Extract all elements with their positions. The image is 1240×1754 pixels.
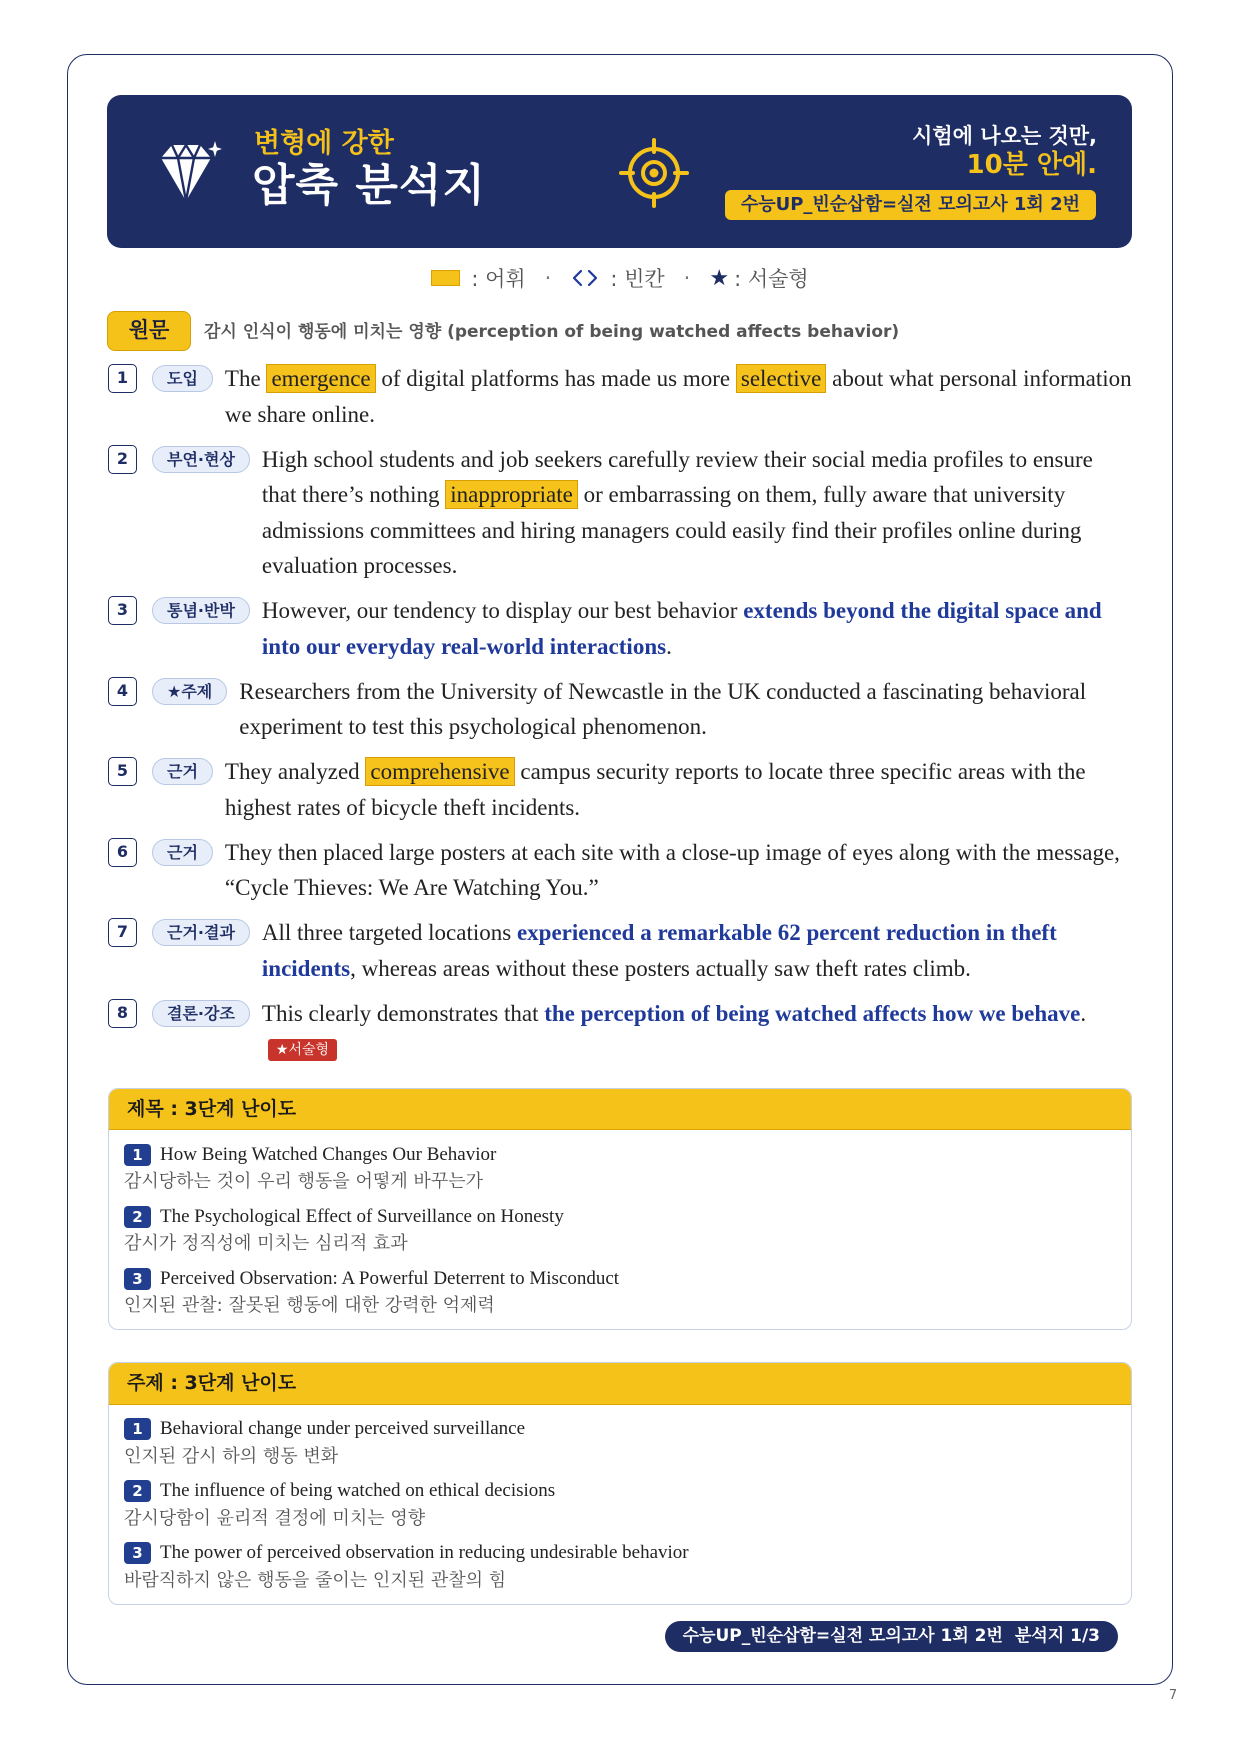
sentence-role-tag: 근거·결과 <box>152 919 250 946</box>
item-korean: 감시당하는 것이 우리 행동을 어떻게 바꾸는가 <box>124 1171 483 1192</box>
sentence <box>108 593 1132 664</box>
sentence-fragment: campus security reports to locate three specific areas with the highest rates of bicycle theft incidents. <box>224 759 1086 820</box>
blank-phrase: extends beyond the digital space and into our everyday real-world interactions <box>261 598 1102 659</box>
sentence-text <box>262 996 1132 1067</box>
sentence-text <box>262 593 1132 664</box>
item-number-badge: 3 <box>124 1542 151 1564</box>
vocab-highlight: selective <box>736 364 826 393</box>
sentence-fragment: This clearly demonstrates that <box>261 1000 545 1026</box>
sentence-text <box>225 835 1132 906</box>
item-english: The Psychological Effect of Surveillance on Honesty <box>160 1205 564 1227</box>
item-english: Perceived Observation: A Powerful Deterrent to Misconduct <box>160 1267 620 1289</box>
footer-sheet-label: 분석지 1/3 <box>1014 1625 1100 1646</box>
sentence-text <box>262 915 1132 986</box>
item-english-row <box>124 1479 1116 1504</box>
sentence <box>108 442 1132 584</box>
sentence <box>108 835 1132 906</box>
sentence-number: 5 <box>108 757 137 786</box>
sentence-number: 7 <box>108 918 137 947</box>
list-item <box>124 1204 1116 1256</box>
blank-phrase: the perception of being watched affects how we behave <box>544 1000 1081 1026</box>
theme-options-box <box>108 1362 1132 1605</box>
title-box-heading: 제목 : 3단계 난이도 <box>109 1089 1131 1131</box>
footer <box>108 1621 1132 1652</box>
legend-label-essay: : 서술형 <box>734 267 809 291</box>
vocab-highlight: inappropriate <box>445 480 578 509</box>
header-tagline: 변형에 강한 <box>254 128 394 159</box>
sentence-role-tag: 근거 <box>152 758 213 785</box>
list-item <box>124 1266 1116 1318</box>
sentence-text <box>225 361 1132 432</box>
sentence-text <box>225 754 1132 825</box>
sentence-number: 4 <box>108 677 137 706</box>
sentence-role-tag: 부연·현상 <box>152 446 250 473</box>
sentence-fragment: Researchers from the University of Newcastle in the UK conducted a fascinating behavioral experiment to test this psychological phenomenon. <box>239 678 1087 739</box>
item-english-row <box>124 1266 1116 1291</box>
item-korean: 인지된 감시 하의 행동 변화 <box>124 1445 339 1467</box>
item-english-row <box>124 1541 1116 1566</box>
legend-separator: · <box>683 266 691 290</box>
blank-phrase: experienced a remarkable 62 percent reduction in theft incidents <box>261 920 1057 981</box>
list-item <box>124 1541 1116 1593</box>
theme-box-heading: 주제 : 3단계 난이도 <box>109 1363 1131 1405</box>
sentence-fragment: about what personal information we share online. <box>224 366 1132 427</box>
item-number-badge: 3 <box>124 1268 151 1290</box>
sentence-fragment: All three targeted locations <box>261 920 517 945</box>
angle-brackets-icon <box>570 267 600 289</box>
item-korean: 인지된 관찰: 잘못된 행동에 대한 강력한 억제력 <box>124 1295 495 1316</box>
exam-badge: 수능UP_빈순삽함=실전 모의고사 1회 2번 <box>725 190 1096 220</box>
slogan-line-1: 시험에 나오는 것만, <box>912 124 1097 148</box>
item-english: How Being Watched Changes Our Behavior <box>160 1143 497 1165</box>
sentence-fragment: or embarrassing on them, fully aware that university admissions committees and hiring managers could easily find their profiles online during evaluation processes. <box>261 482 1082 578</box>
sentence <box>108 915 1132 986</box>
page-number: 7 <box>1168 1688 1178 1703</box>
title-box-body <box>109 1130 1131 1329</box>
sentence-text <box>239 674 1132 745</box>
title-options-box <box>108 1088 1132 1331</box>
item-korean: 감시가 정직성에 미치는 심리적 효과 <box>124 1233 408 1254</box>
sentence <box>108 674 1132 745</box>
item-number-badge: 2 <box>124 1480 151 1502</box>
sentence-fragment: . <box>666 633 672 659</box>
list-item <box>124 1417 1116 1469</box>
sentence-role-tag: 결론·강조 <box>152 1000 250 1027</box>
sentence-number: 3 <box>108 596 137 625</box>
sentence-fragment: They analyzed <box>224 759 366 784</box>
footer-exam-label: 수능UP_빈순삽함=실전 모의고사 1회 2번 <box>682 1625 1003 1646</box>
sentence-number: 2 <box>108 445 137 474</box>
main-content <box>108 361 1132 1652</box>
item-korean: 바람직하지 않은 행동을 줄이는 인지된 관찰의 힘 <box>124 1569 507 1591</box>
sentence-role-tag: 근거 <box>152 839 213 866</box>
star-icon: ★ <box>709 265 730 291</box>
page-title: 압축 분석지 <box>252 160 486 211</box>
item-number-badge: 2 <box>124 1206 151 1228</box>
sentence-number: 6 <box>108 838 137 867</box>
sentence-fragment: . <box>1080 1000 1087 1026</box>
vocab-highlight: emergence <box>266 364 375 393</box>
slogan-line-2: 10분 안에. <box>966 150 1097 180</box>
item-english-row <box>124 1417 1116 1442</box>
item-english: Behavioral change under perceived surveillance <box>160 1418 526 1439</box>
sentence-fragment: High school students and job seekers carefully review their social media profiles to ensure that there’s nothing <box>261 446 1093 507</box>
sentence-fragment: However, our tendency to display our best behavior <box>261 598 744 623</box>
diamond-sparkle-icon <box>158 140 222 206</box>
sentence-role-tag: ★주제 <box>152 678 227 705</box>
sentence-number: 1 <box>108 364 137 393</box>
legend-separator: · <box>544 266 552 290</box>
footer-badge <box>665 1621 1118 1652</box>
sentence-role-tag: 도입 <box>152 365 213 392</box>
sentence-text <box>262 442 1132 584</box>
legend-label-vocab: : 어휘 <box>471 267 526 291</box>
item-number-badge: 1 <box>124 1418 151 1440</box>
item-number-badge: 1 <box>124 1144 151 1166</box>
item-english-row <box>124 1204 1116 1229</box>
list-item <box>124 1479 1116 1531</box>
sentence-role-tag: 통념·반박 <box>152 597 250 624</box>
item-korean: 감시당함이 윤리적 결정에 미치는 영향 <box>124 1507 426 1529</box>
sentence-fragment: The <box>224 366 267 391</box>
item-english: The influence of being watched on ethical decisions <box>160 1480 556 1501</box>
source-badge: 원문 <box>107 311 191 351</box>
vocab-highlight: comprehensive <box>365 757 514 786</box>
sentence <box>108 996 1132 1067</box>
legend <box>0 263 1240 293</box>
sentence-number: 8 <box>108 999 137 1028</box>
header-banner <box>107 95 1132 248</box>
sentence <box>108 754 1132 825</box>
target-icon <box>616 135 692 211</box>
source-topic: 감시 인식이 행동에 미치는 영향 (perception of being watched affects behavior) <box>204 322 900 342</box>
yellow-highlight-swatch <box>431 270 460 286</box>
sentence-fragment: , whereas areas without these posters actually saw theft rates climb. <box>350 955 971 981</box>
legend-label-blank: : 빈칸 <box>610 267 665 291</box>
sentence-fragment: of digital platforms has made us more <box>375 366 736 391</box>
sentence <box>108 361 1132 432</box>
list-item <box>124 1142 1116 1194</box>
essay-question-badge: ★서술형 <box>268 1039 337 1061</box>
sentence-fragment: They then placed large posters at each site with a close-up image of eyes along with the message, “Cycle Thieves: We Are Watching You.” <box>224 839 1120 900</box>
item-english-row <box>124 1142 1116 1167</box>
theme-box-body <box>109 1405 1131 1604</box>
item-english: The power of perceived observation in reducing undesirable behavior <box>160 1542 689 1563</box>
